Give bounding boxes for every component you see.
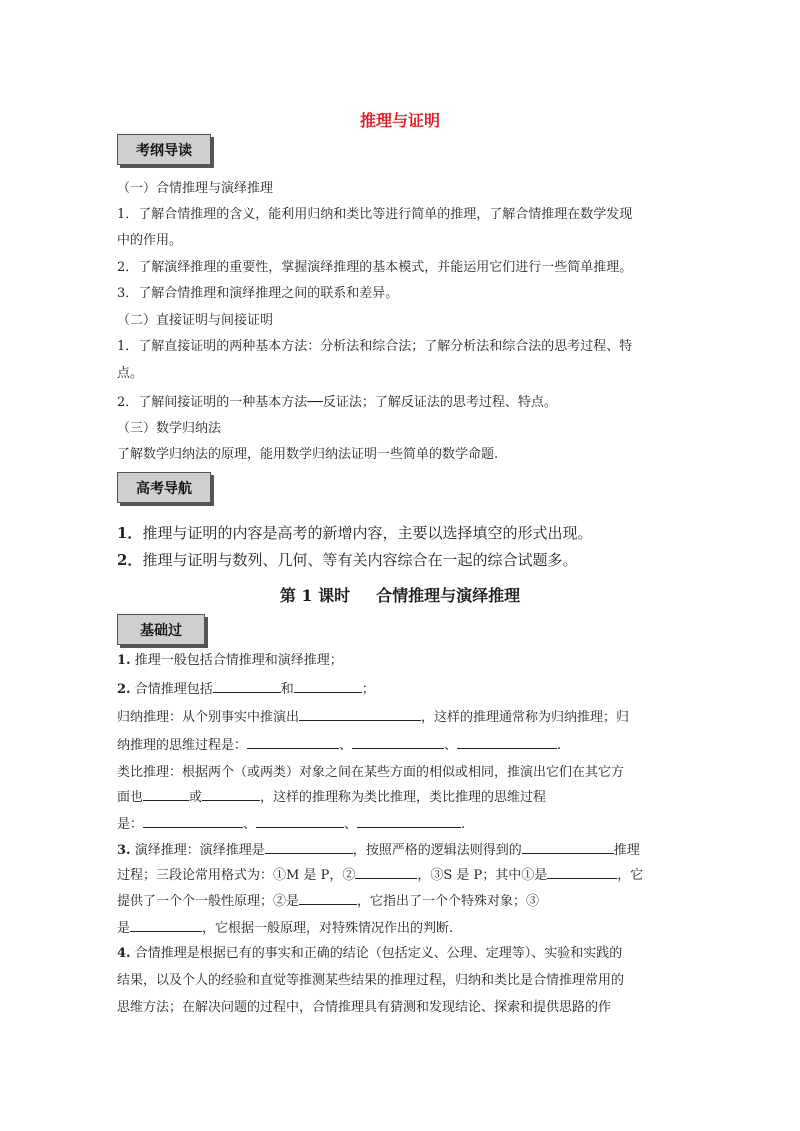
basics-q3-text-d: 过程；三段论常用格式为：①M 是 P，② [117,868,356,883]
basics-q2-text-a: 合情推理包括 [130,682,213,697]
basics-q3-line-1 [117,840,640,860]
basics-q3-text-g: 提供了一个个一般性原理；②是 [117,894,300,909]
basics-q4-number: 4. [117,946,131,961]
separator: 、 [444,738,458,753]
basics-q2 [117,679,375,699]
outline-item-1b: 中的作用。 [117,233,183,248]
basics-q3-text-f: ，它 [617,868,644,883]
basics-q3-text-b: ，按照严格的逻辑法则得到的 [352,843,522,858]
induction-text-c: 纳推理的思维过程是： [117,738,248,753]
fill-blank[interactable] [352,735,444,749]
separator: 、 [339,738,353,753]
basics-q3-text-i: 是 [117,921,131,936]
fill-blank[interactable] [299,891,357,905]
basics-section-label: 基础过 [117,614,205,645]
outline-heading-3: （三）数学归纳法 [117,421,222,436]
fill-blank[interactable] [256,814,344,828]
exam-item-2 [117,551,577,569]
fill-blank[interactable] [247,735,339,749]
analogy-line-3 [117,814,465,834]
basics-q1-text: 推理一般包括合情推理和演绎推理； [130,653,343,668]
fill-blank[interactable] [143,814,243,828]
period: . [557,738,562,753]
period: . [461,817,466,832]
analogy-line-2 [117,787,546,807]
fill-blank[interactable] [130,918,202,932]
basics-q3-line-4 [117,918,453,938]
lesson-name: 合情推理与演绎推理 [376,586,521,605]
outline-item-4a: 1．了解直接证明的两种基本方法：分析法和综合法；了解分析法和综合法的思考过程、特 [117,339,633,354]
lesson-heading [0,583,800,606]
basics-q2-text-b: 和 [280,682,294,697]
exam-item-2-number: 2． [117,551,143,569]
exam-item-1-number: 1． [117,524,143,542]
exam-item-1 [117,524,592,542]
induction-text-b: ，这样的推理通常称为归纳推理；归 [421,710,630,725]
fill-blank[interactable] [457,735,557,749]
outline-heading-2: （二）直接证明与间接证明 [117,313,274,328]
outline-item-3: 3．了解合情推理和演绎推理之间的联系和差异。 [117,286,399,301]
basics-q3-line-2 [117,865,643,885]
outline-item-6: 了解数学归纳法的原理，能用数学归纳法证明一些简单的数学命题. [117,447,499,462]
fill-blank[interactable] [299,707,421,721]
basics-q4-line-2: 结果，以及个人的经验和直觉等推测某些结果的推理过程，归纳和类比是合情推理常用的 [117,973,625,988]
outline-item-1a: 1．了解合情推理的含义，能利用归纳和类比等进行简单的推理，了解合情推理在数学发现 [117,207,633,222]
exam-section-label: 高考导航 [117,472,211,503]
fill-blank[interactable] [522,840,614,854]
basics-q4-line-3: 思维方法；在解决问题的过程中，合情推理具有猜测和发现结论、探索和提供思路的作 [117,1000,612,1015]
page-title: 推理与证明 [359,111,440,130]
basics-q1 [117,652,343,670]
outline-item-4b: 点。 [117,366,144,381]
induction-line-2 [117,735,561,755]
basics-q3-number: 3. [117,843,131,858]
fill-blank[interactable] [294,679,362,693]
basics-q4-line-1 [117,945,622,963]
lesson-label: 第 1 课时 [279,586,351,605]
fill-blank[interactable] [143,787,189,801]
basics-q3-line-3 [117,891,539,911]
basics-q2-number: 2. [117,682,131,697]
outline-section-label: 考纲导读 [117,134,211,165]
separator: 、 [243,817,257,832]
basics-q1-number: 1. [117,653,131,668]
exam-item-1-text: 推理与证明的内容是高考的新增内容，主要以选择填空的形式出现。 [142,524,593,542]
basics-q3-text-a: 演绎推理：演绎推理是 [130,843,265,858]
outline-item-5: 2．了解间接证明的一种基本方法──反证法；了解反证法的思考过程、特点。 [117,395,557,410]
induction-line-1 [117,707,629,727]
exam-item-2-text: 推理与证明与数列、几何、等有关内容综合在一起的综合试题多。 [142,551,578,569]
fill-blank[interactable] [547,865,617,879]
separator: 、 [344,817,358,832]
basics-q2-text-c: ； [361,682,375,697]
analogy-text-a: 面也 [117,790,144,805]
basics-q3-text-e: ，③S 是 P；其中①是 [417,868,548,883]
fill-blank[interactable] [202,787,260,801]
fill-blank[interactable] [357,814,461,828]
basics-q4-text-a: 合情推理是根据已有的事实和正确的结论（包括定义、公理、定理等）、实验和实践的 [130,946,623,961]
basics-q3-text-j: ，它根据一般原理，对特殊情况作出的判断. [202,921,454,936]
analogy-line-1: 类比推理：根据两个（或两类）对象之间在某些方面的相似或相同，推演出它们在其它方 [117,765,625,780]
analogy-text-b: 或 [189,790,203,805]
basics-q3-text-h: ，它指出了一个个特殊对象；③ [357,894,540,909]
fill-blank[interactable] [265,840,353,854]
outline-heading-1: （一）合情推理与演绎推理 [117,181,274,196]
analogy-text-d: 是： [117,817,144,832]
fill-blank[interactable] [213,679,281,693]
basics-q3-text-c: 推理 [613,843,640,858]
analogy-text-c: ，这样的推理称为类比推理，类比推理的思维过程 [260,790,547,805]
fill-blank[interactable] [355,865,417,879]
outline-item-2: 2．了解演绎推理的重要性，掌握演绎推理的基本模式，并能运用它们进行一些简单推理。 [117,260,633,275]
induction-text-a: 归纳推理：从个别事实中推演出 [117,710,300,725]
